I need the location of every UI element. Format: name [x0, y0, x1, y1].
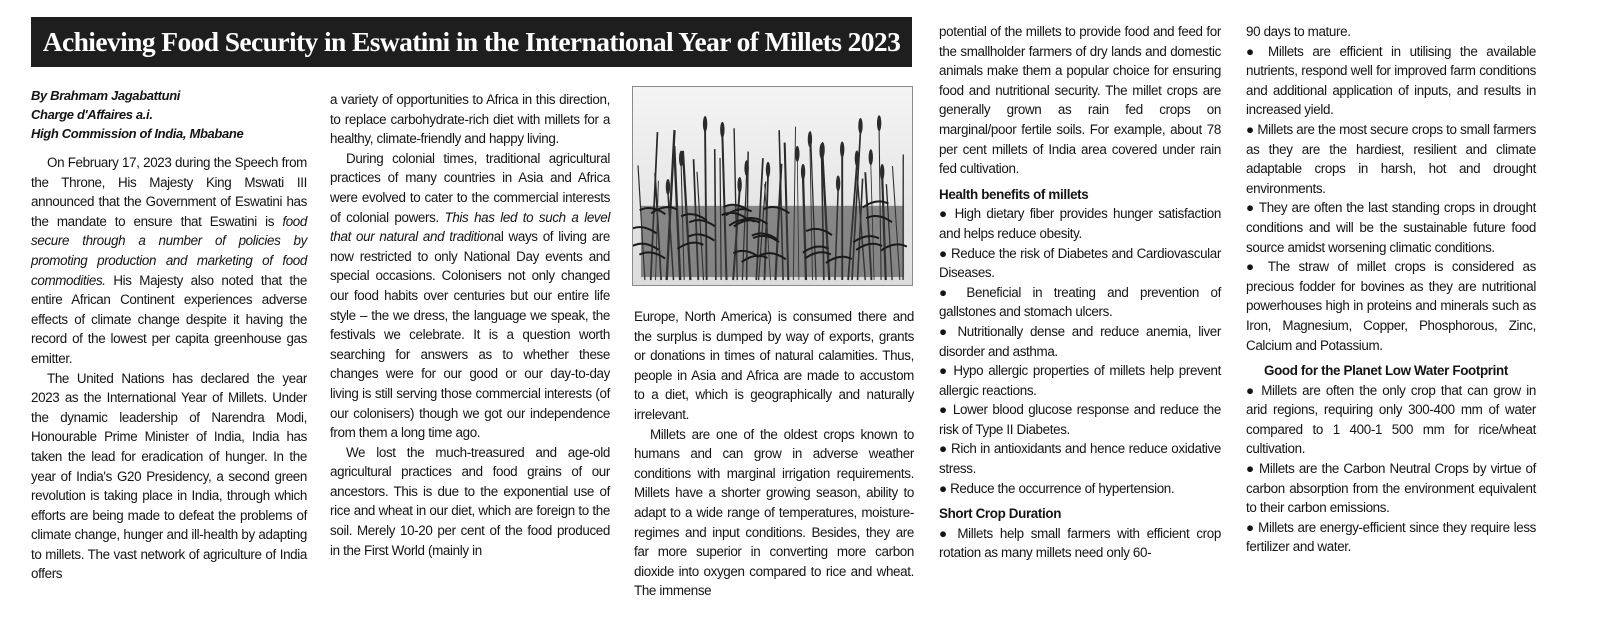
list-item: ● Millets are energy-efficient since they require less fertilizer and water. [1246, 518, 1536, 557]
column-2 [330, 90, 610, 560]
byline-office: High Commission of India, Mbabane [31, 126, 244, 141]
subheading-health-benefits: Health benefits of millets [939, 186, 1089, 202]
list-item: ● Beneficial in treating and prevention of gallstones and stomach ulcers. [939, 283, 1221, 322]
list-item: ● Reduce the risk of Diabetes and Cardiovascular Diseases. [939, 244, 1221, 283]
millet-head [666, 179, 670, 195]
paragraph: a variety of opportunities to Africa in this direction, to replace carbohydrate-rich diet with millets for a healthy, climate-friendly and happy living. [330, 92, 610, 147]
byline-author: By Brahmam Jagabattuni [31, 88, 181, 103]
millet-head [869, 149, 873, 165]
list-item: ● Millets are the most secure crops to small farmers as they are the hardiest, resilient and climate adaptable crops in harsh, hot and drought environments. [1246, 120, 1536, 198]
byline-position: Charge d'Affaires a.i. [31, 107, 153, 122]
list-item: ● The straw of millet crops is considered as precious fodder for bovines as they are nutritional powerhouses high in proteins and minerals such as Iron, Magnesium, Copper, Phosphorous, Zinc, Calcium and Potassium. [1246, 257, 1536, 355]
millet-field-photo [632, 86, 913, 286]
paragraph-text: al ways of living are now restricted to only National Day events and special occasions. Colonisers not only changed our food habits over centuries but our entire life style – the we dress, the language we speak, the festivals we celebrate. It is a question worth searching for answers as to whether these changes were for our good or our day-to-day living is still serving those commercial interests (of our colonisers) though we got our independence from them a long time ago. [330, 229, 610, 441]
column-4 [939, 22, 1221, 563]
list-item: ● Reduce the occurrence of hypertension. [939, 479, 1221, 499]
paragraph: Europe, North America) is consumed there and the surplus is dumped by way of exports, grants or donations in times of natural calamities. Thus, people in Asia and Africa are made to accustom to a diet, which is geographically and naturally irrelevant. [634, 309, 914, 422]
paragraph: potential of the millets to provide food and feed for the smallholder farmers of dry lands and domestic animals make them a popular choice for ensuring food and nutritional security. The millet crops are generally grown as rain fed crops on marginal/poor fertile soils. For example, about 78 per cent millets of India area covered under rain fed cultivation. [939, 24, 1221, 177]
paragraph: 90 days to mature. [1246, 24, 1351, 39]
list-item: ● Millets are often the only crop that can grow in arid regions, requiring only 300-400 mm of water compared to 1 400-1 500 mm for rice/wheat cultivation. [1246, 381, 1536, 459]
list-item: ● Rich in antioxidants and hence reduce oxidative stress. [939, 439, 1221, 478]
paragraph-text: On February 17, 2023 during the Speech from the Throne, His Majesty King Mswati III announced that the Government of Eswatini has the mandate to ensure that Eswatini is [31, 155, 307, 229]
paragraph-text: During colonial times, traditional agricultural practices of many countries in Asia and Africa were evolved to cater to the commercial interests of colonial powers. [330, 150, 610, 225]
headline: Achieving Food Security in Eswatini in the International Year of Millets 2023 [42, 26, 901, 57]
millet-head [840, 142, 844, 158]
millet-head [766, 162, 770, 178]
millet-head [858, 118, 862, 134]
subheading-good-for-planet: Good for the Planet Low Water Footprint [1264, 363, 1508, 379]
millet-head [703, 116, 707, 132]
paragraph-italic-text: This has led to such a level that our natural and tradition [330, 209, 610, 245]
millet-head [880, 164, 884, 180]
list-item: ● Hypo allergic properties of millets help prevent allergic reactions. [939, 361, 1221, 400]
list-item: ● Millets are efficient in utilising the available nutrients, respond well for improved farm conditions and additional application of inputs, and results in increased yield. [1246, 42, 1536, 120]
millet-head [795, 146, 799, 162]
paragraph [31, 153, 307, 369]
paragraph [330, 149, 610, 443]
millet-head [820, 142, 824, 158]
column-3 [634, 307, 914, 601]
millet-head [737, 177, 741, 193]
list-item: ● They are often the last standing crops in drought conditions and will be the sustainable future food source amidst worsening climatic conditions. [1246, 198, 1536, 257]
list-item: ● Lower blood glucose response and reduce the risk of Type II Diabetes. [939, 400, 1221, 439]
list-item: ● Millets help small farmers with efficient crop rotation as many millets need only 60- [939, 524, 1221, 563]
paragraph: The United Nations has declared the year 2023 as the International Year of Millets. Under the dynamic leadership of Narendra Modi, Honourable Prime Minister of India, India has taken the lead for eradication of hunger. In the year of India's G20 Presidency, a second green revolution is taking place in India, through which efforts are being made to defeat the problems of climate change, hunger and ill-health by adapting to millets. The vast network of agriculture of India offers [31, 370, 307, 582]
headline-banner [31, 17, 912, 67]
millet-head [720, 122, 724, 138]
millet-head [836, 176, 840, 192]
subheading-short-crop-duration: Short Crop Duration [939, 506, 1062, 522]
millet-head [801, 164, 805, 180]
list-item: ● Nutritionally dense and reduce anemia, liver disorder and asthma. [939, 322, 1221, 361]
column-5 [1246, 22, 1536, 557]
column-1 [31, 86, 307, 584]
list-item: ● Millets are the Carbon Neutral Crops by virtue of carbon absorption from the environment equivalent to their carbon emissions. [1246, 459, 1536, 518]
millet-head [877, 115, 881, 131]
paragraph: Millets are one of the oldest crops known to humans and can grow in adverse weather conditions with marginal irrigation requirements. Millets have a shorter growing season, ability to adapt to a wide range of temperatures, moisture-regimes and input conditions. Besides, they are far more superior in converting more carbon dioxide into oxygen compared to rice and wheat. The immense [634, 426, 914, 599]
list-item: ● High dietary fiber provides hunger satisfaction and helps reduce obesity. [939, 204, 1221, 243]
byline [31, 86, 307, 143]
paragraph: We lost the much-treasured and age-old agricultural practices and food grains of our ancestors. This is due to the exponential use of rice and wheat in our diet, which are foreign to the soil. Merely 10-20 per cent of the food produced in the First World (mainly in [330, 444, 610, 558]
paragraph-italic-text: food secure through a number of policies by promoting production and marketing of food commodities. [31, 213, 307, 288]
paragraph-text: His Majesty also noted that the entire African Continent experiences adverse effects of climate change despite it having the record of the lowest per capita greenhouse gas emitter. [31, 272, 307, 366]
